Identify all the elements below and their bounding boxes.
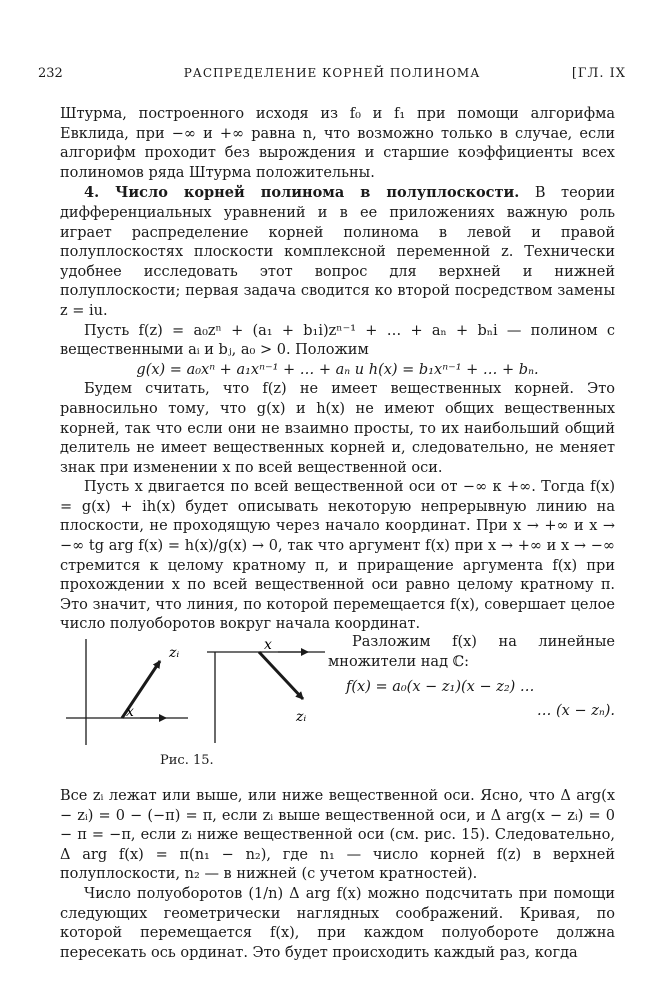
label-zi-top: zᵢ (169, 645, 180, 662)
label-x-top: x (264, 637, 272, 654)
chapter-label: [ГЛ. IX (571, 66, 626, 81)
paragraph-5: Пусть x двигается по всей вещественной оси от −∞ к +∞. Тогда f(x) = g(x) + ih(x) будет описывать некоторую непрерывную линию на плоскости, не проходящую через начало координат. При x → +∞ и x → −∞ tg arg f(x) = h(x)/g(x) → 0, так что аргумент f(x) при x → +∞ и x → −∞ стремится к целому кратному π, и приращение аргумента f(x) при прохождении x по всей вещественной оси равно целому кратному π. Это значит, что линия, по которой перемещается f(x), совершает целое число полуоборотов вокруг начала координат. (60, 479, 615, 633)
page-number: 232 (38, 66, 63, 81)
paragraph-2-text: В теории дифференциальных уравнений и в ее приложениях важную роль играет распределение корней полинома в левой и правой полуплоскостях плоскости комплексной переменной z. Технически удобнее исследовать этот вопрос для верхней и нижней полуплоскости; первая задача сводится ко второй посредством замены z = iu. (60, 185, 615, 319)
figure-15-block (60, 634, 615, 785)
formula-factorization-line2: … (x − zₙ). (536, 702, 615, 719)
paragraph-4: Будем считать, что f(z) не имеет вещественных корней. Это равносильно тому, что g(x) и h(x) не имеют общих вещественных корней, так что если они не взаимно просты, то их наибольший общий делитель не имеет вещественных корней и, следовательно, не меняет знак при изменении x по всей вещественной оси. (60, 381, 615, 476)
section-heading: 4. Число корней полинома в полуплоскости. (84, 184, 520, 202)
running-header (38, 66, 626, 86)
running-title: РАСПРЕДЕЛЕНИЕ КОРНЕЙ ПОЛИНОМА (183, 66, 481, 80)
paragraph-3: Пусть f(z) = a₀zⁿ + (a₁ + b₁i)zⁿ⁻¹ + … + aₙ + bₙi — полином с вещественными aᵢ и bⱼ, a₀ > 0. Положим (60, 322, 615, 359)
paragraph-6: Все zᵢ лежат или выше, или ниже вещественной оси. Ясно, что Δ arg(x − zᵢ) = 0 − (−π) = π, если zᵢ выше вещественной оси, и Δ arg(x − zᵢ) = 0 − π = −π, если zᵢ ниже вещественной оси (см. рис. 15). Следовательно, Δ arg f(x) = π(n₁ − n₂), где n₁ — число корней f(z) в верхней полуплоскости, n₂ — в нижней (с учетом кратностей). (60, 788, 615, 883)
right-vector-arrow (259, 652, 303, 699)
label-zi-bottom: zᵢ (296, 709, 307, 726)
formula-factorization-line1: f(x) = a₀(x − z₁)(x − z₂) … (346, 679, 535, 696)
paragraph-1: Штурма, построенного исходя из f₀ и f₁ при помощи алгорифма Евклида, при −∞ и +∞ равна n, что возможно только в случае, если алгорифм проходит без вырождения и старшие коэффициенты всех полиномов ряда Штурма положительны. (60, 106, 615, 181)
page-body (60, 105, 615, 963)
figure-15 (60, 637, 325, 752)
figure-side-text (328, 633, 615, 721)
paragraph-2 (60, 183, 615, 321)
figure-caption: Рис. 15. (160, 753, 214, 769)
formula-g-h: g(x) = a₀xⁿ + a₁xⁿ⁻¹ + … + aₙ и h(x) = b₁xⁿ⁻¹ + … + bₙ. (136, 361, 539, 378)
label-x-bottom: x (126, 704, 134, 721)
paragraph-7: Число полуоборотов (1/n) Δ arg f(x) можно подсчитать при помощи следующих геометрически наглядных соображений. Кривая, по которой перемещается f(x), при каждом полуобороте должна пересекать ось ординат. Это будет происходить каждый раз, когда (60, 886, 615, 961)
factorization-intro: Разложим f(x) на линейные множители над ℂ: (328, 634, 615, 670)
